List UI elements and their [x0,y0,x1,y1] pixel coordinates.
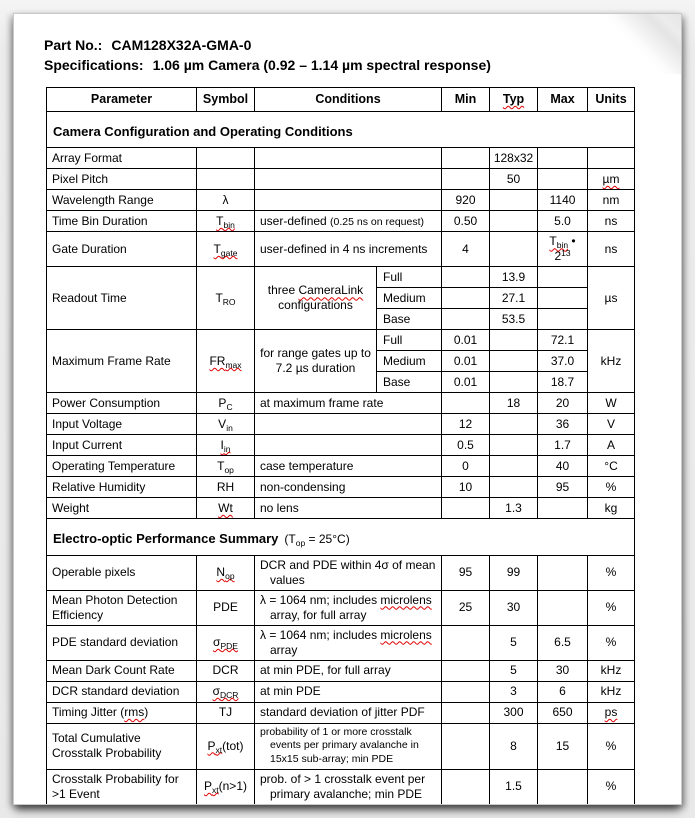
symbol-subscript: RO [222,296,236,307]
cell-parameter: Operating Temperature [47,456,197,477]
specifications-line [44,56,651,76]
section-title: Camera Configuration and Operating Conditions [47,112,635,148]
spellcheck-underline: Wt [218,500,233,515]
cell-max [538,169,588,190]
cell-units: ns [588,232,635,267]
cell-typ: 99 [490,555,538,590]
table-header-row [47,88,635,112]
symbol-subscript: in [223,443,231,454]
cell-conditions: case temperature [255,456,442,477]
spellcheck-underline: microlens [380,627,432,642]
cell-symbol [197,414,255,435]
cell-units: V [588,414,635,435]
symbol-subscript: xt [215,744,223,755]
cell-units: % [588,769,635,804]
cell-min: 0 [442,456,490,477]
cell-min: 10 [442,477,490,498]
header-min: Min [442,88,490,112]
cell-parameter: Wavelength Range [47,190,197,211]
symbol-base: P [204,779,213,794]
condition-text: three [267,283,299,298]
cell-typ: 5 [490,660,538,681]
cell-min [442,769,490,804]
cell-max: 72.1 [538,330,588,351]
symbol-subscript: in [226,422,233,433]
spellcheck-underline [213,635,238,652]
cell-max: 1.7 [538,435,588,456]
cell-typ: 3 [490,681,538,702]
table-row-crosstalk-total [47,723,635,769]
cell-conditions [255,148,442,169]
cell-units: µs [588,267,635,330]
symbol-subscript: gate [220,247,238,258]
cell-min: 920 [442,190,490,211]
cell-units: % [588,625,635,660]
cell-max [538,309,588,330]
symbol-base: P [218,395,227,410]
cell-min: 0.5 [442,435,490,456]
spellcheck-underline [212,684,239,701]
symbol-base: T [213,241,221,256]
cell-parameter: Time Bin Duration [47,211,197,232]
cell-symbol: DCR [197,660,255,681]
cell-units [588,169,635,190]
cell-symbol [197,435,255,456]
cell-min: 0.01 [442,330,490,351]
cell-typ: 8 [490,723,538,769]
cell-config-mode: Medium [377,288,442,309]
cell-conditions: DCR and PDE within 4σ of mean values [255,555,442,590]
note-subscript: op [295,538,306,549]
table-row-power-consumption [47,393,635,414]
table-row-frame-rate-full [47,330,635,351]
spellcheck-underline [208,739,223,753]
condition-text: λ = 1064 nm; includes [260,592,381,607]
cell-symbol [197,723,255,769]
table-row-mean-pde [47,590,635,625]
table-row-input-current [47,435,635,456]
header-symbol: Symbol [197,88,255,112]
parameter-text: ) [144,705,149,720]
cell-min [442,267,490,288]
table-row-crosstalk-gt1 [47,769,635,804]
cell-symbol [197,169,255,190]
symbol-base: σ [212,684,220,699]
max-expression: • 2 [554,234,576,264]
section-row-electro-optic [47,519,635,555]
cell-min: 95 [442,555,490,590]
table-row-time-bin-duration [47,211,635,232]
section-title-text: Electro-optic Performance Summary [53,531,279,547]
symbol-subscript: op [225,571,235,582]
cell-min: 0.01 [442,351,490,372]
cell-config-mode: Full [377,330,442,351]
cell-units: % [588,723,635,769]
symbol-subscript: DCR [219,690,239,701]
symbol-suffix: (n>1) [218,779,247,794]
symbol-base: T [215,290,223,305]
cell-min: 4 [442,232,490,267]
cell-symbol: PDE [197,590,255,625]
cell-typ [490,330,538,351]
symbol-base: P [207,738,216,753]
cell-units: kHz [588,660,635,681]
cell-max [538,148,588,169]
cell-parameter: Relative Humidity [47,477,197,498]
specifications-label: Specifications: [44,56,144,73]
cell-typ: 18 [490,393,538,414]
cell-conditions [255,211,442,232]
symbol-base: T [549,234,557,249]
spellcheck-underline: CameraLink [298,283,364,298]
cell-min [442,393,490,414]
symbol-subscript: C [226,401,233,412]
cell-max: 95 [538,477,588,498]
cell-min: 12 [442,414,490,435]
cell-symbol: RH [197,477,255,498]
spellcheck-underline: Typ [502,91,525,106]
symbol-subscript: bin [556,240,569,251]
cell-max: 1140 [538,190,588,211]
spellcheck-underline: microlens [380,592,432,607]
specifications-value: 1.06 µm Camera (0.92 – 1.14 µm spectral response) [152,56,491,73]
symbol-base: T [216,213,224,228]
cell-max [538,555,588,590]
cell-parameter: Gate Duration [47,232,197,267]
cell-typ [490,414,538,435]
table-row-weight [47,498,635,519]
cell-typ: 30 [490,590,538,625]
cell-parameter: DCR standard deviation [47,681,197,702]
cell-symbol [197,232,255,267]
cell-units: % [588,477,635,498]
cell-conditions: at min PDE, for full array [255,660,442,681]
cell-typ: 27.1 [490,288,538,309]
section-note [284,532,350,549]
cell-units: ns [588,211,635,232]
note-text: (T [284,532,296,547]
cell-min [442,169,490,190]
spellcheck-underline: µm [602,171,620,186]
cell-typ: 300 [490,702,538,723]
table-row-mean-dcr [47,660,635,681]
cell-max: 37.0 [538,351,588,372]
cell-parameter: Total Cumulative Crosstalk Probability [47,723,197,769]
cell-min: 0.50 [442,211,490,232]
cell-max [538,232,588,267]
cell-conditions: for range gates up to 7.2 µs duration [255,330,377,393]
cell-max: 6 [538,681,588,702]
cell-min [442,702,490,723]
cell-typ: 50 [490,169,538,190]
cell-symbol [197,330,255,393]
part-number-value: CAM128X32A-GMA-0 [111,37,252,53]
cell-parameter: Pixel Pitch [47,169,197,190]
cell-typ [490,351,538,372]
cell-parameter: Readout Time [47,267,197,330]
cell-units [588,702,635,723]
symbol-subscript: bin [223,219,235,230]
cell-conditions [255,267,377,330]
cell-conditions: prob. of > 1 crosstalk event per primary avalanche; min PDE [255,769,442,804]
spellcheck-underline: rms [124,705,145,720]
cell-typ [490,190,538,211]
cell-typ: 5 [490,625,538,660]
condition-text: user-defined [260,213,331,228]
cell-max: 650 [538,702,588,723]
cell-units: kg [588,498,635,519]
cell-units: W [588,393,635,414]
cell-max: 6.5 [538,625,588,660]
condition-text: λ = 1064 nm; includes [260,627,381,642]
symbol-base: V [218,416,227,431]
table-row-relative-humidity [47,477,635,498]
cell-parameter: Crosstalk Probability for >1 Event [47,769,197,804]
specification-table [46,87,635,804]
spellcheck-underline [214,242,238,256]
symbol-subscript: xt [212,785,219,796]
cell-max: 5.0 [538,211,588,232]
spellcheck-underline: ps [604,705,618,720]
header-max: Max [538,88,588,112]
cell-conditions [255,190,442,211]
cell-typ [490,372,538,393]
cell-min [442,723,490,769]
symbol-subscript: max [225,359,242,370]
cell-typ: 1.5 [490,769,538,804]
cell-parameter: Weight [47,498,197,519]
section-row-camera-config [47,112,635,148]
cell-units: % [588,590,635,625]
table-row-gate-duration [47,232,635,267]
cell-conditions [255,414,442,435]
cell-parameter: Mean Photon Detection Efficiency [47,590,197,625]
symbol-base: N [216,565,226,580]
cell-max [538,288,588,309]
table-row-pde-std-dev [47,625,635,660]
cell-parameter: PDE standard deviation [47,625,197,660]
symbol-suffix: (tot) [222,738,244,753]
cell-config-mode: Base [377,309,442,330]
table-row-readout-time-full [47,267,635,288]
cell-min [442,681,490,702]
cell-symbol [197,393,255,414]
spellcheck-underline [549,234,569,251]
cell-conditions: probability of 1 or more crosstalk events per primary avalanche in 15x15 sub-array; min PDE [255,723,442,769]
cell-min: 0.01 [442,372,490,393]
cell-parameter [47,702,197,723]
cell-units [588,148,635,169]
spellcheck-underline [209,354,241,368]
cell-typ [490,456,538,477]
cell-symbol [197,148,255,169]
header-conditions: Conditions [255,88,442,112]
cell-units: kHz [588,330,635,393]
cell-symbol [197,211,255,232]
cell-min [442,288,490,309]
cell-max [538,590,588,625]
condition-text: array [270,642,298,657]
section-title [47,519,635,555]
cell-conditions: standard deviation of jitter PDF [255,702,442,723]
cell-max [538,769,588,804]
part-number-label: Part No.: [44,37,103,53]
cell-conditions: at min PDE [255,681,442,702]
cell-typ: 1.3 [490,498,538,519]
cell-typ [490,232,538,267]
cell-max: 18.7 [538,372,588,393]
cell-min: 25 [442,590,490,625]
cell-max: 36 [538,414,588,435]
table-row-timing-jitter [47,702,635,723]
cell-config-mode: Full [377,267,442,288]
cell-typ: 13.9 [490,267,538,288]
cell-conditions: no lens [255,498,442,519]
cell-min [442,309,490,330]
spellcheck-underline [216,214,235,228]
cell-min [442,625,490,660]
condition-note: (0.25 ns on request) [330,215,425,228]
cell-conditions: non-condensing [255,477,442,498]
cell-parameter: Input Voltage [47,414,197,435]
condition-text: array, for full array [270,607,367,622]
symbol-base: σ [213,635,221,650]
cell-parameter: Maximum Frame Rate [47,330,197,393]
spellcheck-underline [204,779,219,796]
table-row-operable-pixels [47,555,635,590]
parameter-text: Timing Jitter ( [52,705,125,720]
cell-symbol [197,769,255,804]
cell-max [538,267,588,288]
cell-conditions [255,435,442,456]
cell-parameter: Mean Dark Count Rate [47,660,197,681]
table-row-wavelength-range [47,190,635,211]
header-typ [490,88,538,112]
symbol-subscript: PDE [220,641,238,652]
table-row-operating-temperature [47,456,635,477]
cell-symbol [197,625,255,660]
cell-max: 15 [538,723,588,769]
max-exponent: 13 [561,248,571,259]
cell-config-mode: Medium [377,351,442,372]
cell-symbol: TJ [197,702,255,723]
condition-text: configurations [278,298,353,313]
note-text: = 25°C) [305,532,350,547]
cell-min [442,148,490,169]
cell-max [538,498,588,519]
cell-min [442,660,490,681]
part-number-line [44,36,651,56]
cell-typ [490,211,538,232]
cell-max: 30 [538,660,588,681]
cell-conditions: user-defined in 4 ns increments [255,232,442,267]
cell-units: kHz [588,681,635,702]
cell-symbol [197,681,255,702]
cell-symbol: λ [197,190,255,211]
cell-units: % [588,555,635,590]
cell-symbol [197,498,255,519]
table-row-dcr-std-dev [47,681,635,702]
cell-units: °C [588,456,635,477]
cell-typ [490,477,538,498]
cell-symbol [197,456,255,477]
cell-typ [490,435,538,456]
cell-conditions [255,590,442,625]
cell-symbol [197,555,255,590]
cell-parameter: Operable pixels [47,555,197,590]
cell-max: 20 [538,393,588,414]
cell-typ: 53.5 [490,309,538,330]
symbol-subscript: op [224,464,234,475]
symbol-base: I [220,437,224,452]
spellcheck-underline [216,565,235,582]
cell-parameter: Power Consumption [47,393,197,414]
cell-conditions: at maximum frame rate [255,393,442,414]
symbol-base: T [217,458,225,473]
spellcheck-underline [221,438,231,452]
header-parameter: Parameter [47,88,197,112]
cell-conditions [255,625,442,660]
header-units: Units [588,88,635,112]
cell-max: 40 [538,456,588,477]
cell-parameter: Array Format [47,148,197,169]
table-row-input-voltage [47,414,635,435]
document-header [44,36,651,75]
cell-min [442,498,490,519]
table-row-pixel-pitch [47,169,635,190]
cell-typ: 128x32 [490,148,538,169]
document-page [13,13,682,805]
cell-symbol [197,267,255,330]
cell-units: nm [588,190,635,211]
table-row-array-format [47,148,635,169]
cell-conditions [255,169,442,190]
cell-parameter: Input Current [47,435,197,456]
symbol-base: FR [209,353,226,368]
cell-units: A [588,435,635,456]
cell-config-mode: Base [377,372,442,393]
